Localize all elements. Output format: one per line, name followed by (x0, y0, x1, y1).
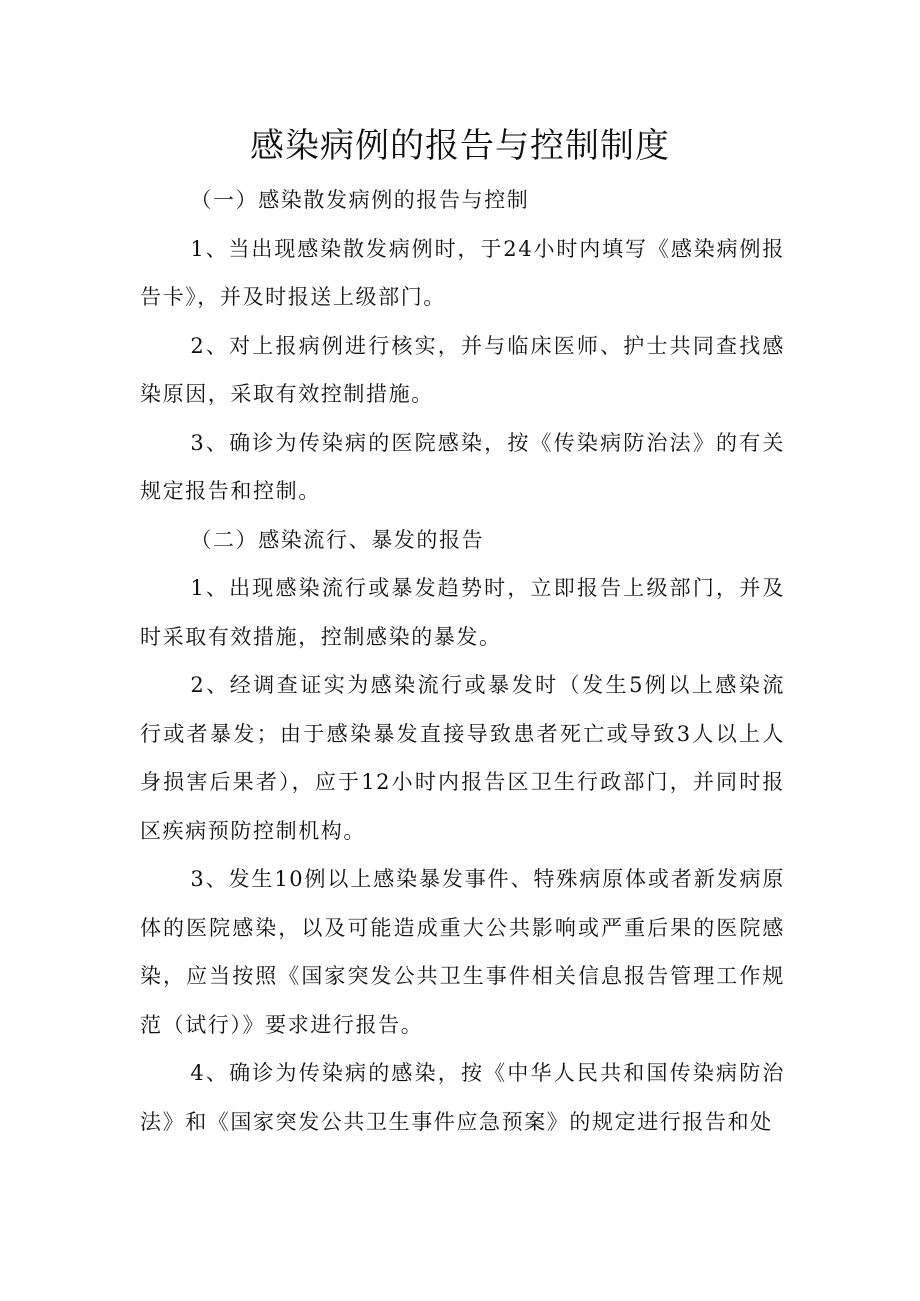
section-heading-2: （二）感染流行、暴发的报告 (190, 527, 485, 552)
paragraph-2-2: 2、经调查证实为感染流行或暴发时（发生5例以上感染流行或者暴发；由于感染暴发直接导致患者死亡或导致3人以上人身损害后果者），应于12小时内报告区卫生行政部门，并同时报区疾病预防控制机构。 (140, 673, 785, 843)
paragraph-2-3: 3、发生10例以上感染暴发事件、特殊病原体或者新发病原体的医院感染，以及可能造成重大公共影响或严重后果的医院感染，应当按照《国家突发公共卫生事件相关信息报告管理工作规范（试行）》要求进行报告。 (140, 867, 785, 1037)
paragraph-1-3: 3、确诊为传染病的医院感染，按《传染病防治法》的有关规定报告和控制。 (140, 430, 785, 503)
document-title: 感染病例的报告与控制制度 (250, 126, 670, 166)
paragraph-2-4: 4、确诊为传染病的感染，按《中华人民共和国传染病防治法》和《国家突发公共卫生事件应急预案》的规定进行报告和处 (140, 1061, 785, 1134)
paragraph-2-1: 1、出现感染流行或暴发趋势时，立即报告上级部门，并及时采取有效措施，控制感染的暴发。 (140, 576, 785, 649)
document-body (140, 176, 785, 1146)
paragraph-1-2: 2、对上报病例进行核实，并与临床医师、护士共同查找感染原因，采取有效控制措施。 (140, 333, 785, 406)
paragraph-1-1: 1、当出现感染散发病例时，于24小时内填写《感染病例报告卡》，并及时报送上级部门。 (140, 236, 785, 309)
section-heading-1: （一）感染散发病例的报告与控制 (190, 188, 530, 212)
